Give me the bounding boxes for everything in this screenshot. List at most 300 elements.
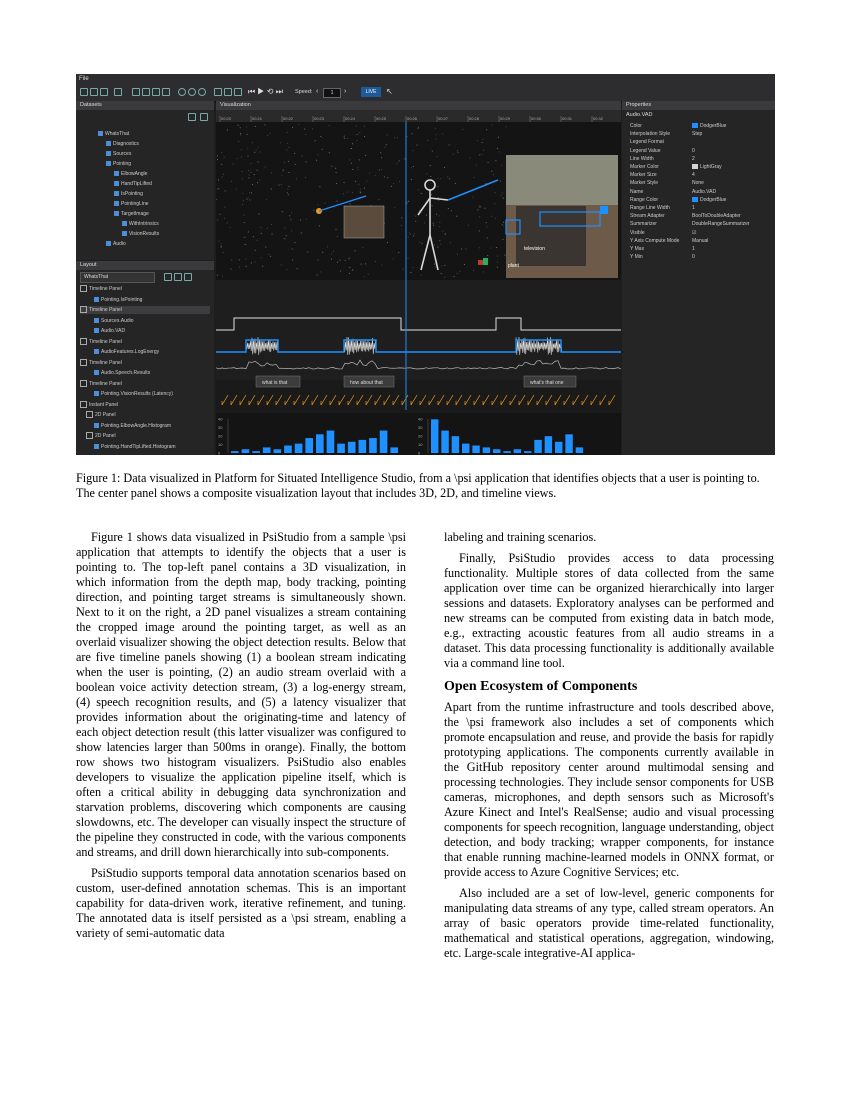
point [397, 137, 398, 138]
open-icon[interactable] [80, 88, 88, 96]
stream-icon [106, 241, 111, 246]
point [426, 215, 427, 216]
property-name: Y Axis Compute Mode [630, 237, 680, 244]
point [284, 162, 285, 163]
layout-tree-item[interactable] [94, 390, 224, 398]
point [281, 184, 282, 185]
property-value[interactable]: DodgerBlue [692, 122, 726, 130]
point [409, 232, 410, 233]
point [239, 259, 240, 260]
point [249, 192, 250, 193]
latency-mark [519, 395, 525, 405]
latency-mark [420, 395, 426, 405]
point [231, 269, 232, 270]
dataset-add-icon[interactable] [188, 113, 196, 121]
point [483, 150, 484, 151]
point [477, 140, 478, 141]
dataset-tree-item[interactable] [114, 170, 147, 178]
point [336, 172, 337, 173]
point [295, 164, 296, 165]
point [287, 192, 288, 193]
property-value[interactable]: Audio.VAD [692, 188, 717, 195]
property-value[interactable]: 0 [692, 147, 695, 154]
ruler-tick-label: 00:29 [500, 116, 511, 121]
point [410, 234, 411, 235]
point [448, 145, 449, 146]
save-icon[interactable] [90, 88, 98, 96]
point [224, 157, 225, 158]
stream-icon [114, 181, 119, 186]
point [421, 193, 422, 194]
selection-icon[interactable] [214, 88, 222, 96]
property-value[interactable]: DoubleRangeSummarizer [692, 221, 750, 228]
point [387, 134, 388, 135]
point [227, 129, 228, 130]
panel-icon [80, 359, 87, 366]
layout-tree-item[interactable] [80, 380, 210, 388]
datasets-panel-title[interactable]: Datasets [76, 101, 214, 110]
layout-tree-label: 2D Panel [95, 412, 116, 418]
point [249, 175, 250, 176]
visualization-canvas[interactable] [216, 110, 621, 455]
property-value[interactable]: None [692, 180, 704, 187]
point [352, 169, 353, 170]
panel-icon [80, 285, 87, 292]
dataset-tree-item[interactable] [122, 230, 159, 238]
dataset-tree-label: Audio [113, 241, 126, 247]
point [437, 156, 438, 157]
property-name: Marker Style [630, 180, 659, 187]
latency-mark [231, 395, 237, 405]
dataset-tree-item[interactable] [106, 140, 139, 148]
point [473, 270, 474, 271]
point [265, 247, 266, 248]
layout-tree-label: Audio.VAD [101, 328, 126, 334]
zoom-out-icon[interactable] [188, 88, 196, 96]
point [457, 150, 458, 151]
save-as-icon[interactable] [100, 88, 108, 96]
layout-tree-item[interactable] [94, 422, 224, 430]
property-value[interactable]: LightGray [692, 163, 722, 171]
point [497, 267, 498, 268]
point [349, 204, 350, 205]
latency-mark [285, 395, 291, 405]
point [411, 179, 412, 180]
latency-mark [222, 395, 228, 405]
dataset-tree-item[interactable] [106, 240, 126, 248]
point [365, 155, 366, 156]
dataset-tree-item[interactable] [106, 150, 131, 158]
dataset-tree-item[interactable] [98, 130, 129, 138]
hist-bar [545, 436, 552, 453]
property-row[interactable] [622, 147, 775, 155]
point [240, 127, 241, 128]
point [221, 152, 222, 153]
point [335, 168, 336, 169]
ruler-tick-label: 00:31 [562, 116, 573, 121]
layout-tree-item[interactable] [94, 327, 224, 335]
property-row[interactable] [622, 188, 775, 196]
point [502, 193, 503, 194]
hist-bar [565, 434, 572, 453]
point [245, 244, 246, 245]
point [333, 251, 334, 252]
property-value[interactable]: 2 [692, 155, 695, 162]
latency-mark [348, 395, 354, 405]
property-value[interactable]: Manual [692, 237, 709, 244]
property-row[interactable] [622, 237, 775, 245]
point [222, 176, 223, 177]
stream-icon [122, 231, 127, 236]
panel-icon [80, 306, 87, 313]
clear-selection-icon[interactable] [234, 88, 242, 96]
latency-mark [375, 395, 381, 405]
layout-2-icon[interactable] [132, 88, 140, 96]
property-row[interactable] [622, 204, 775, 212]
property-row[interactable] [622, 171, 775, 179]
speed-up-icon[interactable]: › [344, 88, 347, 95]
point [329, 125, 330, 126]
point [325, 203, 326, 204]
left-column [76, 530, 406, 947]
property-value[interactable]: Step [692, 131, 703, 138]
point [360, 192, 361, 193]
color-swatch [692, 197, 698, 202]
speed-input[interactable]: 1 [323, 88, 341, 98]
layout-tree-item[interactable] [94, 443, 224, 451]
point [501, 165, 502, 166]
point [292, 249, 293, 250]
point [221, 247, 222, 248]
point [248, 231, 249, 232]
latency-mark [330, 395, 336, 405]
live-button[interactable]: LIVE [361, 87, 381, 97]
point [288, 194, 289, 195]
point [502, 239, 503, 240]
layout-1-icon[interactable] [114, 88, 122, 96]
point [434, 244, 435, 245]
hist-tick-label: 20 [418, 433, 423, 439]
hist-bar [431, 419, 438, 453]
layout-tree-item[interactable] [86, 411, 216, 419]
point [304, 129, 305, 130]
hist-bar [462, 444, 469, 453]
property-value[interactable]: ☑ [692, 229, 697, 236]
point [286, 235, 287, 236]
point [286, 150, 287, 151]
layout-5-icon[interactable] [162, 88, 170, 96]
point [222, 276, 223, 277]
dataset-tree-item[interactable] [114, 180, 152, 188]
point [256, 149, 257, 150]
point [487, 237, 488, 238]
cursor-icon[interactable]: ↖ [386, 87, 393, 96]
point [320, 271, 321, 272]
point [241, 156, 242, 157]
point [288, 161, 289, 162]
point [495, 160, 496, 161]
property-name: Stream Adapter [630, 213, 665, 220]
hist-bar [359, 440, 367, 453]
property-row[interactable] [622, 179, 775, 187]
point [247, 148, 248, 149]
point [497, 256, 498, 257]
point [231, 260, 232, 261]
property-name: Line Width [630, 155, 654, 162]
latency-mark [321, 395, 327, 405]
paragraph: Also included are a set of low-level, generic components for manipulating data streams of any type, called stream operators. An array of basic operators provide time-related functionality, mathematical and statistical operations, aggregation, windowing, etc. Large-scale integrative-AI applica- [444, 886, 774, 960]
dataset-tree-item[interactable] [106, 160, 131, 168]
layout-tree-label: Pointing.HandTipLifted.Histogram [101, 443, 176, 450]
point [249, 199, 250, 200]
point [217, 159, 218, 160]
point [294, 242, 295, 243]
point [306, 161, 307, 162]
point [218, 240, 219, 241]
point [493, 174, 494, 175]
property-value[interactable]: 1 [692, 246, 695, 252]
point [491, 171, 492, 172]
point [349, 267, 350, 268]
stream-icon [94, 297, 99, 302]
point [472, 196, 473, 197]
layout-delete-icon[interactable] [184, 273, 192, 281]
layout-tree-item[interactable] [86, 432, 216, 440]
point [322, 137, 323, 138]
point [298, 124, 299, 125]
point [379, 169, 380, 170]
point [364, 126, 365, 127]
point [403, 269, 404, 270]
speed-label: Speed: [295, 89, 313, 95]
latency-mark [294, 395, 300, 405]
point [337, 236, 338, 237]
point [313, 210, 314, 211]
point [272, 233, 273, 234]
point [351, 163, 352, 164]
point [257, 182, 258, 183]
hist-bar [284, 446, 292, 453]
layout-select[interactable]: WhatsThat [80, 272, 155, 283]
point [230, 227, 231, 228]
point [455, 183, 456, 184]
point [348, 258, 349, 259]
point [407, 258, 408, 259]
layout-tree-item[interactable] [80, 401, 210, 409]
stream-icon [94, 391, 99, 396]
point [356, 125, 357, 126]
dataset-tree-item[interactable] [114, 200, 149, 208]
point [251, 163, 252, 164]
property-row[interactable] [622, 130, 775, 138]
point [384, 147, 385, 148]
point [393, 258, 394, 259]
zoom-fit-icon[interactable] [198, 88, 206, 96]
zoom-in-icon[interactable] [178, 88, 186, 96]
latency-mark [339, 395, 345, 405]
properties-panel-title[interactable]: Properties [622, 101, 775, 110]
hist-bar [483, 447, 490, 453]
property-value[interactable]: DodgerBlue [692, 196, 726, 204]
point [477, 209, 478, 210]
point [242, 204, 243, 205]
point [442, 231, 443, 232]
point [391, 186, 392, 187]
ruler-tick-label: 00:21 [252, 116, 263, 121]
point [246, 199, 247, 200]
property-value[interactable]: 1 [692, 205, 695, 211]
paragraph: Finally, PsiStudio provides access to data processing functionality. Multiple stores of data collected from the same application over time can be organized hierarchically into larger sessions and datasets. Exploratory analyses can be performed and new streams can be computed from existing data in batch mode, e.g., extracting acoustic features from all audio streams in a dataset. This data processing functionality is additionally available via a command line tool. [444, 551, 774, 670]
point [355, 250, 356, 251]
point [418, 189, 419, 190]
hist-bar [242, 449, 250, 453]
point [399, 181, 400, 182]
layout-new-icon[interactable] [164, 273, 172, 281]
point [381, 265, 382, 266]
hist-bar [295, 444, 303, 453]
point [457, 254, 458, 255]
property-row[interactable] [622, 163, 775, 171]
property-row[interactable] [622, 122, 775, 130]
speech-label-2: how about that [350, 380, 383, 386]
property-value[interactable]: 0 [692, 254, 695, 261]
visualization-panel [216, 110, 621, 455]
point [414, 233, 415, 234]
point [280, 142, 281, 143]
property-row[interactable] [622, 245, 775, 253]
ruler-tick-label: 00:24 [345, 116, 356, 121]
point [288, 172, 289, 173]
point [239, 267, 240, 268]
playback-icons[interactable]: ⏮ ▶ ⟲ ⏭ [248, 87, 283, 96]
property-row[interactable] [622, 253, 775, 261]
stream-icon [94, 328, 99, 333]
point [289, 215, 290, 216]
latency-mark [366, 395, 372, 405]
layout-tree-label: Timeline Panel [89, 286, 122, 292]
point [260, 257, 261, 258]
property-name: Marker Color [630, 164, 659, 170]
stream-icon [94, 370, 99, 375]
point [217, 189, 218, 190]
property-name: Visible [630, 229, 645, 236]
point [254, 152, 255, 153]
point [305, 177, 306, 178]
layout-tree-item[interactable] [94, 317, 224, 325]
point [387, 242, 388, 243]
color-swatch [692, 164, 698, 169]
property-row[interactable] [622, 196, 775, 204]
property-row[interactable] [622, 212, 775, 220]
point [365, 263, 366, 264]
point [440, 244, 441, 245]
selection-end-icon[interactable] [224, 88, 232, 96]
point [432, 205, 433, 206]
layout-save-icon[interactable] [174, 273, 182, 281]
layout-tree-label: Timeline Panel [89, 359, 122, 366]
hist-tick-label: 0 [418, 450, 421, 455]
point [496, 247, 497, 248]
latency-mark [402, 395, 408, 405]
property-row[interactable] [622, 229, 775, 237]
point [419, 242, 420, 243]
hist-bar [390, 447, 398, 453]
point [240, 133, 241, 134]
point [307, 252, 308, 253]
visualization-panel-title[interactable]: Visualization [216, 101, 621, 110]
point [246, 126, 247, 127]
property-value[interactable]: 4 [692, 172, 695, 179]
layout-tree-item[interactable] [80, 285, 210, 293]
dataset-tree-item[interactable] [114, 190, 143, 198]
layout-tree-label: Pointing.ElbowAngle.Histogram [101, 422, 172, 429]
layout-tree-item[interactable] [94, 296, 224, 304]
point [499, 151, 500, 152]
layout-panel-title[interactable]: Layout [76, 261, 214, 270]
latency-mark [447, 395, 453, 405]
layout-tree-item[interactable] [80, 306, 210, 314]
point [413, 166, 414, 167]
point [242, 178, 243, 179]
speed-down-icon[interactable]: ‹ [316, 88, 319, 95]
property-row[interactable] [622, 220, 775, 228]
point [468, 225, 469, 226]
point [287, 269, 288, 270]
point [401, 225, 402, 226]
layout-tree-item[interactable] [94, 348, 224, 356]
point [421, 275, 422, 276]
dataset-tree-item[interactable] [122, 220, 159, 228]
hist-bar [514, 449, 521, 453]
panel-icon [86, 411, 93, 418]
layout-4-icon[interactable] [152, 88, 160, 96]
point [366, 181, 367, 182]
point [411, 167, 412, 168]
hist-bar [252, 451, 260, 453]
latency-mark [465, 395, 471, 405]
property-name: Interpolation Style [630, 131, 671, 138]
point [456, 273, 457, 274]
menu-file[interactable]: File [79, 76, 89, 82]
hist-tick-label: 10 [218, 442, 223, 447]
point [458, 152, 459, 153]
dataset-tree-item[interactable] [114, 210, 149, 218]
property-row[interactable] [622, 155, 775, 163]
property-value[interactable]: BoolToDoubleAdapter [692, 213, 741, 220]
point [479, 207, 480, 208]
right-column [444, 530, 774, 967]
property-row[interactable] [622, 138, 775, 146]
point [248, 170, 249, 171]
latency-mark [429, 395, 435, 405]
latency-mark [267, 395, 273, 405]
point [236, 189, 237, 190]
point [349, 273, 350, 274]
layout-3-icon[interactable] [142, 88, 150, 96]
layout-tree-item[interactable] [80, 359, 210, 367]
dataset-open-icon[interactable] [200, 113, 208, 121]
point [238, 141, 239, 142]
layout-tree-item[interactable] [94, 369, 224, 377]
point [454, 276, 455, 277]
latency-mark [474, 395, 480, 405]
point [439, 226, 440, 227]
layout-tree-item[interactable] [80, 338, 210, 346]
point [251, 262, 252, 263]
point [221, 243, 222, 244]
point [369, 172, 370, 173]
point [221, 164, 222, 165]
